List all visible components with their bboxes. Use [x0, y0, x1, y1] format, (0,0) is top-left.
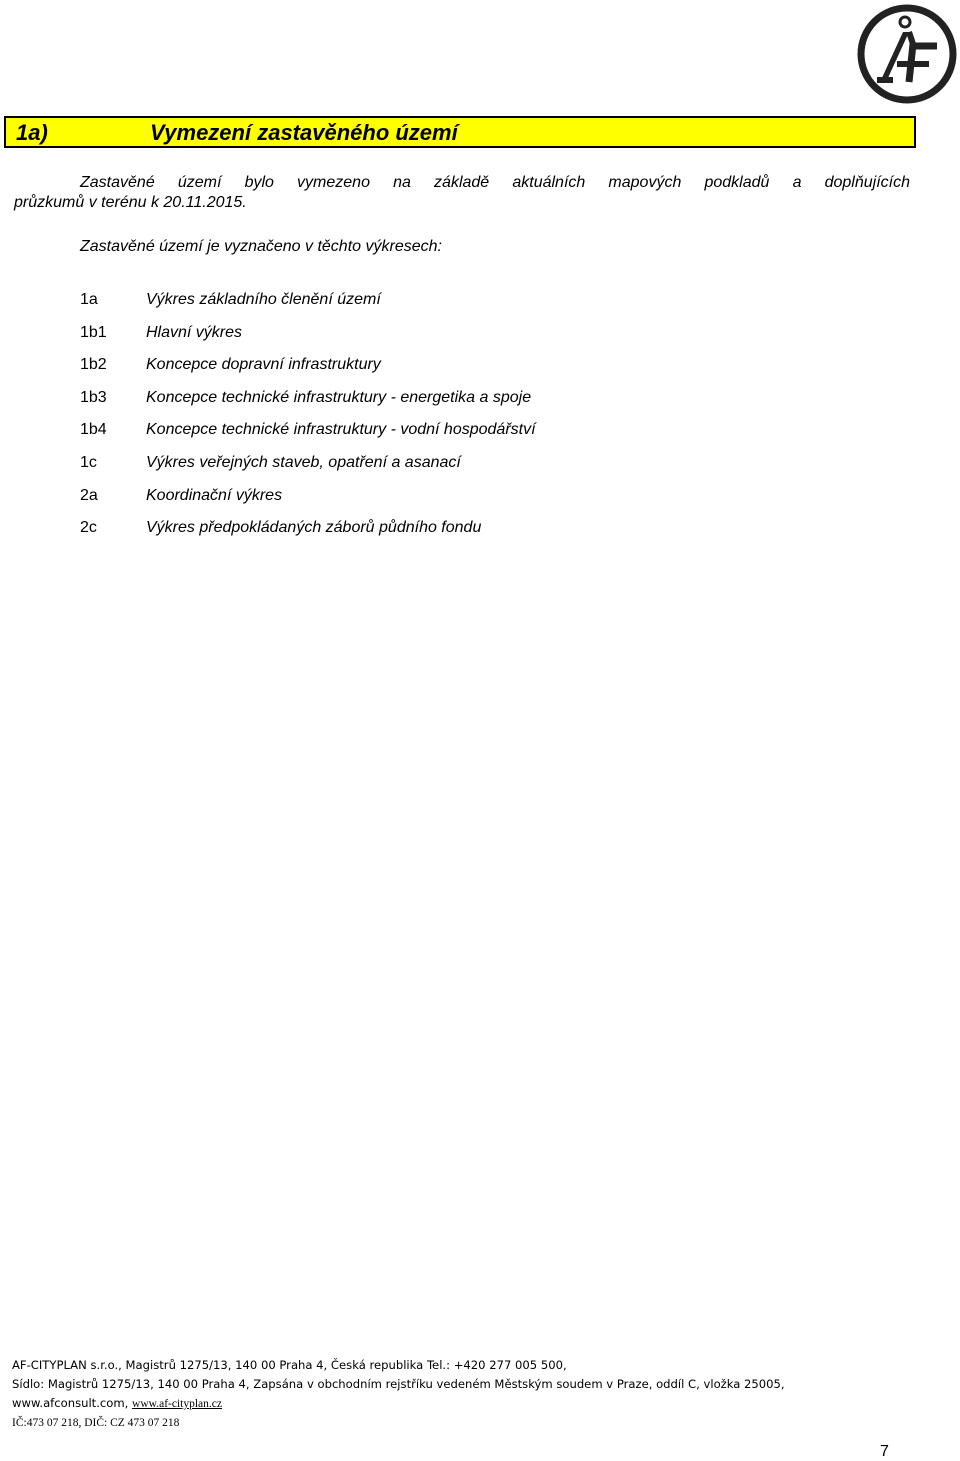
list-item — [0, 290, 960, 323]
intro-line-1: Zastavěné území bylo vymezeno na základě aktuálních mapových podkladů a doplňujících — [80, 174, 910, 191]
footer-address: AF-CITYPLAN s.r.o., Magistrů 1275/13, 140 00 Praha 4, Česká republika Tel.: +420 277 005 500, — [12, 1358, 567, 1372]
af-logo — [857, 4, 957, 104]
drawing-code: 1a — [80, 291, 98, 308]
drawing-code: 2a — [80, 486, 98, 504]
drawing-code: 1b2 — [80, 356, 107, 374]
drawing-code: 1b1 — [80, 323, 107, 341]
drawing-name: Koordinační výkres — [146, 486, 283, 504]
drawing-code: 1c — [80, 453, 97, 471]
drawing-name: Koncepce dopravní infrastruktury — [146, 356, 381, 374]
drawing-name: Hlavní výkres — [146, 323, 243, 341]
drawings-list — [0, 290, 960, 551]
drawing-code: 1b3 — [80, 388, 107, 406]
list-item — [0, 518, 960, 551]
af-cityplan-link[interactable]: www.af-cityplan.cz — [132, 1398, 222, 1410]
drawing-name: Výkres předpokládaných záborů půdního fondu — [146, 519, 482, 537]
afconsult-link[interactable]: www.afconsult.com — [12, 1396, 125, 1410]
footer-separator: , — [124, 1396, 129, 1410]
footer-registration: Sídlo: Magistrů 1275/13, 140 00 Praha 4, Zapsána v obchodním rejstříku vedeném Městským soudem v Praze, oddíl C, vložka 25005, — [12, 1377, 785, 1391]
list-item — [0, 486, 960, 519]
list-item — [0, 323, 960, 356]
list-item — [0, 388, 960, 421]
section-heading — [4, 116, 916, 148]
page-number: 7 — [880, 1443, 889, 1460]
intro-paragraph — [14, 173, 910, 213]
drawings-intro: Zastavěné území je vyznačeno v těchto výkresech: — [80, 238, 442, 255]
drawing-code: 2c — [80, 519, 97, 537]
drawing-name: Výkres základního členění území — [146, 291, 381, 308]
drawing-name: Koncepce technické infrastruktury - vodní hospodářství — [146, 421, 536, 439]
list-item — [0, 420, 960, 453]
footer-web — [12, 1394, 952, 1414]
footer-ids: IČ:473 07 218, DIČ: CZ 473 07 218 — [12, 1417, 180, 1429]
intro-line-2: průzkumů v terénu k 20.11.2015. — [14, 194, 247, 211]
drawing-name: Koncepce technické infrastruktury - energetika a spoje — [146, 388, 532, 406]
section-number: 1a) — [16, 120, 48, 145]
list-item — [0, 355, 960, 388]
drawing-code: 1b4 — [80, 421, 107, 439]
list-item — [0, 453, 960, 486]
company-footer — [12, 1356, 952, 1433]
drawing-name: Výkres veřejných staveb, opatření a asanací — [146, 453, 461, 471]
section-title: Vymezení zastavěného území — [150, 120, 458, 145]
